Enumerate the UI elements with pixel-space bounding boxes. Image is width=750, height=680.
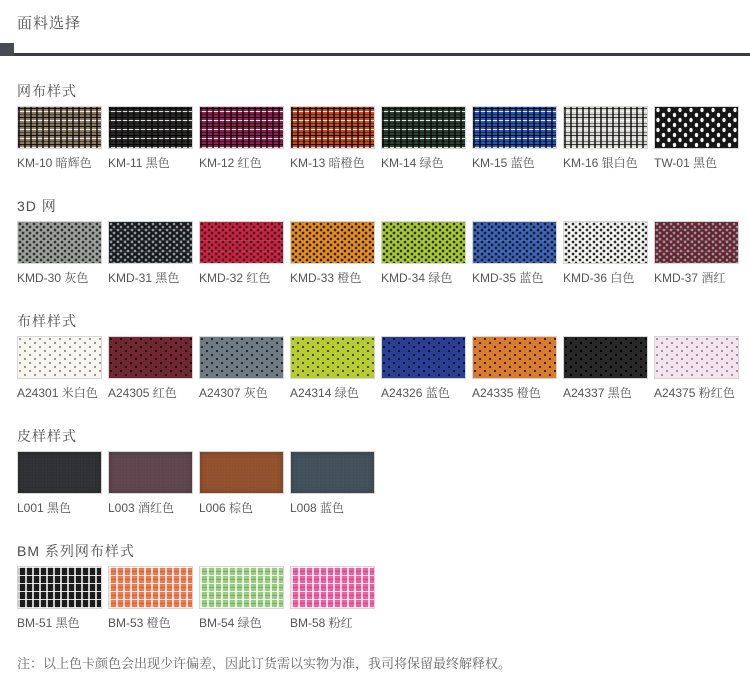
section-title: BM 系列网布样式 (17, 543, 135, 559)
swatch-label: BM-51 黑色 (17, 616, 80, 630)
swatch-cell (290, 106, 375, 171)
fabric-swatch-l001[interactable] (17, 451, 102, 494)
fabric-section (17, 82, 750, 171)
fabric-sections (0, 82, 750, 631)
fabric-swatch-a24314[interactable] (290, 336, 375, 379)
swatch-cell (17, 451, 102, 516)
swatch-cell (654, 221, 739, 286)
swatch-label: KMD-37 酒红 (654, 271, 726, 285)
swatch-label: BM-53 橙色 (108, 616, 171, 630)
swatch-cell (290, 451, 375, 516)
swatch-label: KMD-31 黑色 (108, 271, 180, 285)
swatch-cell (381, 106, 466, 171)
swatch-label: TW-01 黑色 (654, 156, 718, 170)
fabric-swatch-l006[interactable] (199, 451, 284, 494)
swatch-cell (472, 106, 557, 171)
swatch-cell (381, 336, 466, 401)
swatch-label: BM-58 粉红 (290, 616, 353, 630)
swatch-cell (108, 566, 193, 631)
swatch-label: KM-15 蓝色 (472, 156, 535, 170)
swatch-label: A24375 粉红色 (654, 386, 735, 400)
swatch-cell (654, 106, 739, 171)
swatch-cell (17, 336, 102, 401)
swatch-cell (290, 221, 375, 286)
swatch-label: A24326 蓝色 (381, 386, 450, 400)
swatch-label: KM-11 黑色 (108, 156, 170, 170)
page-title: 面料选择 (17, 15, 82, 32)
fabric-swatch-l003[interactable] (108, 451, 193, 494)
section-title: 网布样式 (17, 83, 77, 99)
swatch-row (17, 336, 750, 401)
fabric-swatch-kmd-30[interactable] (17, 221, 102, 264)
fabric-swatch-km-15[interactable] (472, 106, 557, 149)
fabric-swatch-a24337[interactable] (563, 336, 648, 379)
swatch-cell (654, 336, 739, 401)
swatch-label: L006 棕色 (199, 501, 254, 515)
swatch-cell (17, 221, 102, 286)
divider-tab-marker (0, 43, 14, 56)
swatch-label: KMD-32 红色 (199, 271, 271, 285)
swatch-label: KM-12 红色 (199, 156, 262, 170)
fabric-section (17, 542, 750, 631)
section-title: 3D 网 (17, 198, 57, 214)
swatch-cell (108, 221, 193, 286)
swatch-cell (472, 336, 557, 401)
fabric-section (17, 427, 750, 516)
fabric-section (17, 197, 750, 286)
fabric-swatch-bm-54[interactable] (199, 566, 284, 609)
swatch-cell (290, 566, 375, 631)
fabric-swatch-a24307[interactable] (199, 336, 284, 379)
fabric-swatch-km-16[interactable] (563, 106, 648, 149)
swatch-label: L003 酒红色 (108, 501, 175, 515)
fabric-swatch-kmd-32[interactable] (199, 221, 284, 264)
disclaimer-note: 注：以上色卡颜色会出现少许偏差，因此订货需以实物为准，我司将保留最终解释权。 (17, 656, 512, 671)
fabric-swatch-a24301[interactable] (17, 336, 102, 379)
swatch-label: KM-13 暗橙色 (290, 156, 365, 170)
page-header (0, 0, 750, 56)
fabric-swatch-km-11[interactable] (108, 106, 193, 149)
fabric-swatch-kmd-37[interactable] (654, 221, 739, 264)
swatch-label: KM-16 银白色 (563, 156, 638, 170)
swatch-cell (108, 451, 193, 516)
fabric-swatch-kmd-35[interactable] (472, 221, 557, 264)
fabric-swatch-km-12[interactable] (199, 106, 284, 149)
swatch-label: A24301 米白色 (17, 386, 98, 400)
fabric-swatch-tw-01[interactable] (654, 106, 739, 149)
fabric-swatch-bm-53[interactable] (108, 566, 193, 609)
swatch-cell (17, 106, 102, 171)
section-title: 布样样式 (17, 313, 77, 329)
swatch-label: KMD-35 蓝色 (472, 271, 544, 285)
fabric-swatch-a24375[interactable] (654, 336, 739, 379)
swatch-row (17, 221, 750, 286)
swatch-label: A24337 黑色 (563, 386, 632, 400)
fabric-swatch-kmd-31[interactable] (108, 221, 193, 264)
swatch-cell (199, 451, 284, 516)
swatch-label: KMD-34 绿色 (381, 271, 453, 285)
fabric-swatch-a24305[interactable] (108, 336, 193, 379)
swatch-cell (472, 221, 557, 286)
fabric-swatch-kmd-36[interactable] (563, 221, 648, 264)
fabric-swatch-kmd-34[interactable] (381, 221, 466, 264)
swatch-label: BM-54 绿色 (199, 616, 262, 630)
swatch-label: KM-14 绿色 (381, 156, 444, 170)
swatch-cell (199, 336, 284, 401)
fabric-swatch-km-10[interactable] (17, 106, 102, 149)
swatch-label: A24307 灰色 (199, 386, 268, 400)
swatch-cell (199, 106, 284, 171)
swatch-label: A24305 红色 (108, 386, 177, 400)
swatch-label: KM-10 暗辉色 (17, 156, 92, 170)
swatch-cell (108, 106, 193, 171)
swatch-row (17, 106, 750, 171)
fabric-swatch-km-14[interactable] (381, 106, 466, 149)
fabric-section (17, 312, 750, 401)
swatch-label: A24335 橙色 (472, 386, 541, 400)
fabric-swatch-a24326[interactable] (381, 336, 466, 379)
swatch-row (17, 566, 750, 631)
swatch-label: KMD-33 橙色 (290, 271, 362, 285)
swatch-cell (563, 221, 648, 286)
section-title: 皮样样式 (17, 428, 77, 444)
fabric-swatch-bm-58[interactable] (290, 566, 375, 609)
swatch-cell (17, 566, 102, 631)
fabric-swatch-l008[interactable] (290, 451, 375, 494)
swatch-cell (563, 336, 648, 401)
header-divider (0, 43, 750, 56)
swatch-label: KMD-36 白色 (563, 271, 635, 285)
swatch-cell (199, 566, 284, 631)
fabric-swatch-a24335[interactable] (472, 336, 557, 379)
swatch-cell (381, 221, 466, 286)
swatch-label: L008 蓝色 (290, 501, 345, 515)
swatch-cell (199, 221, 284, 286)
swatch-cell (108, 336, 193, 401)
swatch-cell (563, 106, 648, 171)
swatch-label: L001 黑色 (17, 501, 72, 515)
fabric-swatch-kmd-33[interactable] (290, 221, 375, 264)
swatch-label: A24314 绿色 (290, 386, 359, 400)
swatch-cell (290, 336, 375, 401)
swatch-row (17, 451, 750, 516)
fabric-swatch-bm-51[interactable] (17, 566, 102, 609)
fabric-swatch-km-13[interactable] (290, 106, 375, 149)
swatch-label: KMD-30 灰色 (17, 271, 89, 285)
